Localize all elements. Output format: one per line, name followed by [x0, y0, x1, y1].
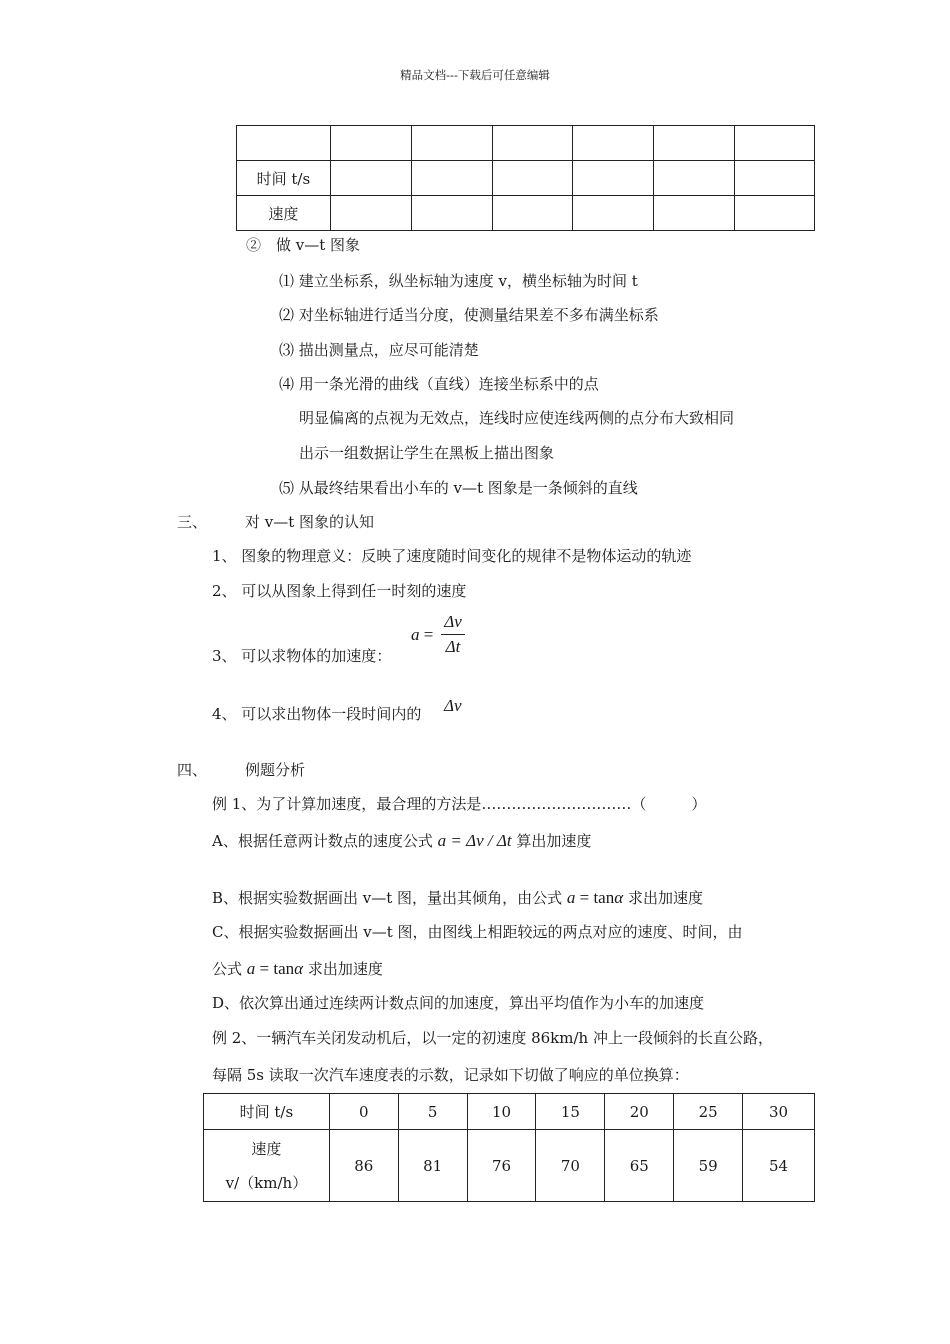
table-cell: 54: [743, 1130, 815, 1202]
speed-label: 速度: [251, 1139, 282, 1158]
option-d: D、依次算出通过连续两计数点间的加速度，算出平均值作为小车的加速度: [212, 994, 705, 1012]
data-table-empty: [236, 125, 815, 231]
table-cell: [330, 126, 411, 161]
table-cell: [735, 126, 815, 161]
option-text: A、根据任意两计数点的速度公式: [212, 832, 433, 850]
list-item: 3、 可以求物体的加速度：: [212, 647, 392, 665]
list-item: 2、 可以从图象上得到任一时刻的速度: [212, 582, 467, 600]
step-item: ⑸ 从最终结果看出小车的 v—t 图象是一条倾斜的直线: [279, 479, 638, 497]
table-cell: 15: [536, 1094, 605, 1130]
example-question: 例 1、为了计算加速度，最合理的方法是…………………………（ ）: [212, 795, 707, 813]
section-number: 三、: [177, 513, 208, 531]
table-cell: 81: [398, 1130, 467, 1202]
table-cell: [411, 161, 492, 196]
table-row: [204, 1094, 815, 1130]
step-item: ⑵ 对坐标轴进行适当分度，使测量结果差不多布满坐标系: [279, 306, 659, 324]
option-b: [212, 887, 703, 908]
example-question-cont: 每隔 5s 读取一次汽车速度表的示数，记录如下切做了响应的单位换算：: [212, 1066, 689, 1084]
step-note: 明显偏离的点视为无效点，连线时应使连线两侧的点分布大致相同: [299, 409, 735, 427]
step-note: 出示一组数据让学生在黑板上描出图象: [299, 444, 555, 462]
table-row-header: 时间 t/s: [204, 1094, 330, 1130]
math-expression: = tan: [259, 959, 295, 978]
table-cell: [492, 126, 573, 161]
option-c-cont: [212, 958, 383, 979]
math-alpha: α: [614, 888, 624, 907]
math-equals: =: [423, 625, 434, 644]
math-variable: a: [246, 959, 256, 978]
table-cell: 20: [605, 1094, 674, 1130]
step-item: ⑶ 描出测量点，应尽可能清楚: [279, 341, 479, 359]
option-text: 公式: [212, 960, 243, 978]
table-cell: [492, 196, 573, 231]
option-c: C、根据实验数据画出 v—t 图，由图线上相距较远的两点对应的速度、时间，由: [212, 923, 743, 941]
table-cell: 76: [467, 1130, 536, 1202]
table-cell: [735, 196, 815, 231]
speed-unit: v/（km/h）: [225, 1173, 308, 1192]
table-cell: [573, 126, 654, 161]
table-row-header: [204, 1130, 330, 1202]
formula-a-label: [411, 625, 433, 645]
table-cell: 70: [536, 1130, 605, 1202]
table-cell: [330, 161, 411, 196]
option-text: 求出加速度: [627, 889, 703, 907]
option-a: [212, 830, 591, 851]
table-cell: 0: [329, 1094, 398, 1130]
list-item: 1、 图象的物理意义：反映了速度随时间变化的规律不是物体运动的轨迹: [212, 547, 692, 565]
list-item: 4、 可以求出物体一段时间内的: [212, 705, 422, 723]
option-text: 算出加速度: [516, 832, 592, 850]
table-cell: 86: [329, 1130, 398, 1202]
math-alpha: α: [294, 959, 304, 978]
step-item: ⑷ 用一条光滑的曲线（直线）连接坐标系中的点: [279, 375, 599, 393]
math-delta-v: Δv: [444, 696, 462, 715]
option-text: 求出加速度: [307, 960, 383, 978]
step-item: ⑴ 建立坐标系，纵坐标轴为速度 v，横坐标轴为时间 t: [279, 272, 638, 290]
formula: [438, 831, 512, 850]
table-cell: [330, 196, 411, 231]
table-cell: [654, 161, 735, 196]
formula: [247, 959, 303, 978]
math-variable: a: [566, 888, 576, 907]
table-cell: 5: [398, 1094, 467, 1130]
table-row-header: 速度: [237, 196, 331, 231]
step-heading: ② 做 v—t 图象: [246, 236, 361, 254]
table-row: [204, 1130, 815, 1202]
section-title: 对 v—t 图象的认知: [245, 513, 375, 531]
table-cell: [573, 196, 654, 231]
table-cell: [654, 196, 735, 231]
option-text: B、根据实验数据画出 v—t 图，量出其倾角，由公式: [212, 889, 563, 907]
table-cell: [573, 161, 654, 196]
table-cell: [654, 126, 735, 161]
table-cell: 10: [467, 1094, 536, 1130]
table-cell: 30: [743, 1094, 815, 1130]
table-cell: [411, 196, 492, 231]
math-expression: = tan: [579, 888, 615, 907]
math-expression: = Δv / Δt: [450, 831, 512, 850]
math-variable: a: [437, 831, 447, 850]
table-row-header: 时间 t/s: [237, 161, 331, 196]
table-cell: [492, 161, 573, 196]
fraction-bar: [441, 634, 465, 635]
math-variable: a: [411, 625, 420, 644]
page-header: 精品文档---下载后可任意编辑: [400, 68, 550, 82]
fraction-denominator: Δt: [445, 637, 461, 656]
table-cell: [411, 126, 492, 161]
fraction: [438, 612, 468, 657]
section-number: 四、: [177, 761, 208, 779]
section-title: 例题分析: [245, 761, 306, 779]
speed-data-table: [203, 1093, 815, 1202]
table-cell: 65: [605, 1130, 674, 1202]
table-cell: [735, 161, 815, 196]
example-question: 例 2、一辆汽车关闭发动机后，以一定的初速度 86km/h 冲上一段倾斜的长直公路，: [212, 1029, 773, 1047]
table-cell: 59: [674, 1130, 743, 1202]
table-cell: [237, 126, 331, 161]
fraction-numerator: Δv: [444, 612, 462, 631]
formula: [567, 888, 623, 907]
table-cell: 25: [674, 1094, 743, 1130]
